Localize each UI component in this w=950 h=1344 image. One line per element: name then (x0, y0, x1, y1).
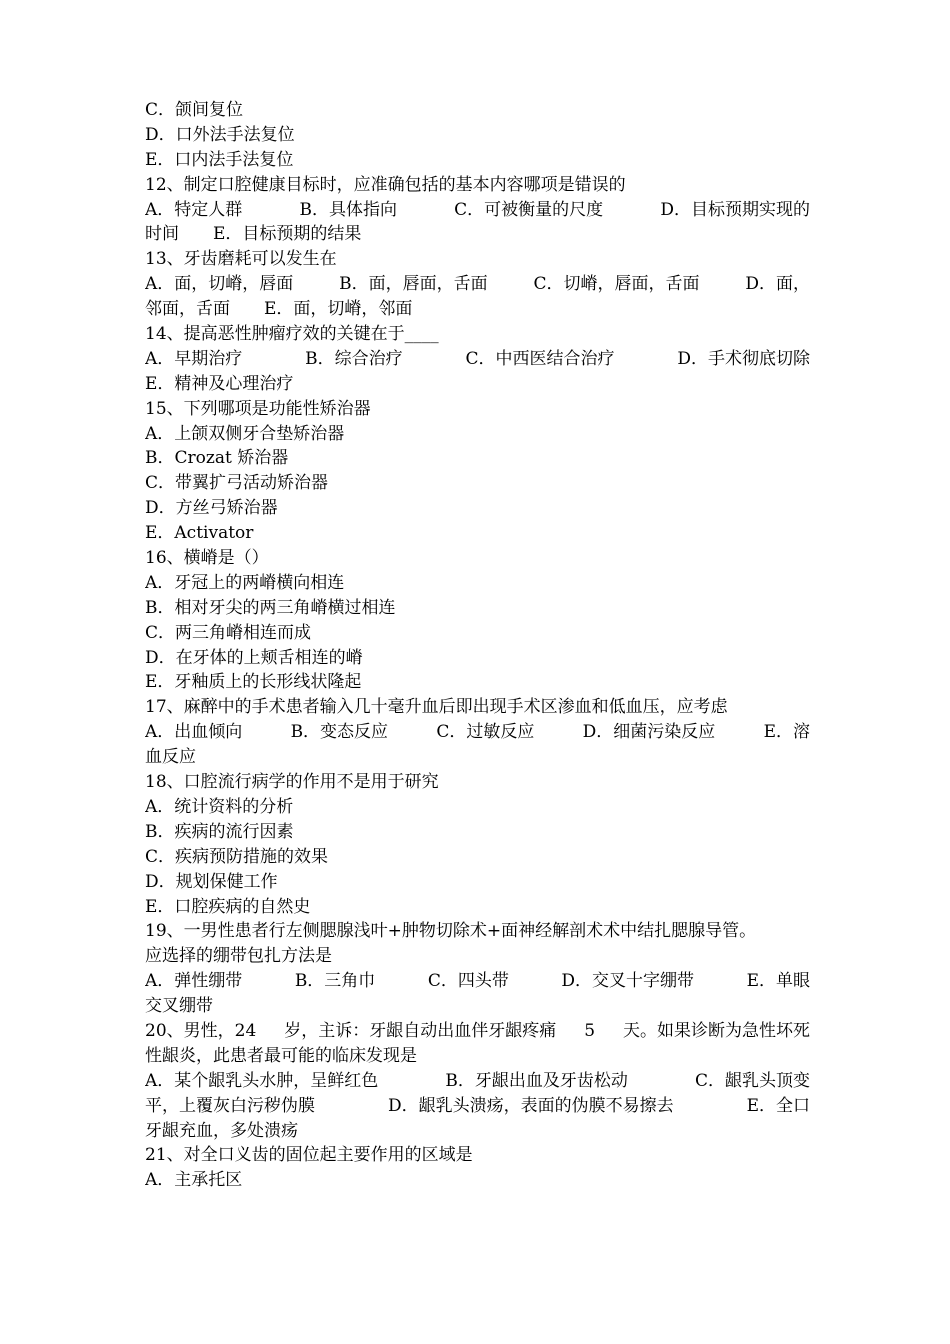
text-line (145, 969, 810, 994)
text-segment: 20、男性，24 (145, 1020, 257, 1041)
text-line (145, 1069, 810, 1094)
text-segment: 天。如果诊断为急性坏死 (623, 1020, 810, 1041)
text-segment: A．某个龈乳头水肿，呈鲜红色 (145, 1070, 379, 1091)
text-line: C．颌间复位 (145, 100, 244, 120)
text-segment: D．交叉十字绷带 (561, 971, 695, 992)
text-line: A．统计资料的分析 (145, 796, 294, 817)
text-segment: A．出血倾向 (145, 722, 243, 743)
text-line: 邻面，舌面 E．面，切嵴，邻面 (145, 299, 413, 320)
text-line: A．主承托区 (145, 1170, 243, 1191)
text-line: E．口内法手法复位 (145, 149, 294, 170)
text-segment: B．综合治疗 (305, 348, 403, 369)
text-line (145, 198, 810, 223)
text-line (145, 720, 810, 745)
text-segment: E．溶 (763, 722, 810, 743)
text-segment: C．切嵴，唇面，舌面 (533, 274, 700, 295)
text-line: 19、一男性患者行左侧腮腺浅叶+肿物切除术+面神经解剖术术中结扎腮腺导管。 (145, 921, 757, 942)
text-line: 时间 E．目标预期的结果 (145, 224, 362, 245)
text-segment: C．可被衡量的尺度 (454, 199, 604, 220)
text-line: D．方丝弓矫治器 (145, 498, 278, 519)
text-segment: B．变态反应 (290, 722, 389, 743)
text-line: E．精神及心理治疗 (145, 373, 294, 394)
text-line: 15、下列哪项是功能性矫治器 (145, 398, 371, 419)
text-line: 18、口腔流行病学的作用不是用于研究 (145, 772, 439, 793)
text-segment: C．过敏反应 (436, 722, 535, 743)
text-segment: A．面，切嵴，唇面 (145, 274, 294, 295)
text-line: 13、牙齿磨耗可以发生在 (145, 249, 337, 270)
text-line: C．疾病预防措施的效果 (145, 846, 329, 867)
text-segment: C．中西医结合治疗 (465, 348, 615, 369)
text-segment: D．手术彻底切除 (677, 348, 810, 369)
text-line: 14、提高恶性肿瘤疗效的关键在于____ (145, 324, 439, 345)
text-segment: 岁，主诉：牙龈自动出血伴牙龈疼痛 (284, 1020, 557, 1041)
text-segment: C．四头带 (427, 971, 509, 992)
text-line: 16、横嵴是（） (145, 548, 269, 569)
text-segment: B．具体指向 (299, 199, 397, 220)
text-segment: D．面， (745, 274, 810, 295)
text-line: E．Activator (145, 523, 254, 544)
text-line: 牙龈充血，多处溃疡 (145, 1120, 298, 1141)
text-line: D．口外法手法复位 (145, 124, 295, 145)
text-segment: E．单眼 (746, 971, 810, 992)
text-line (145, 347, 810, 372)
text-segment: 5 (584, 1020, 596, 1041)
text-segment: A．特定人群 (145, 199, 243, 220)
text-line: A．上颌双侧牙合垫矫治器 (145, 423, 345, 444)
document-page (145, 98, 810, 1193)
text-line: D．规划保健工作 (145, 871, 278, 892)
text-segment: B．面，唇面，舌面 (339, 274, 488, 295)
text-line: 交叉绷带 (145, 996, 213, 1017)
text-line (145, 1019, 810, 1044)
text-line: E．牙釉质上的长形线状隆起 (145, 672, 362, 693)
text-line: C．两三角嵴相连而成 (145, 622, 312, 643)
text-segment: A．早期治疗 (145, 348, 243, 369)
text-segment: D．目标预期实现的 (660, 199, 810, 220)
text-line: D．在牙体的上颊舌相连的嵴 (145, 647, 363, 668)
text-segment: D．细菌污染反应 (582, 722, 716, 743)
text-line: 17、麻醉中的手术患者输入几十毫升血后即出现手术区渗血和低血压，应考虑 (145, 697, 728, 718)
text-line: 应选择的绷带包扎方法是 (145, 946, 332, 967)
text-line: 12、制定口腔健康目标时，应准确包括的基本内容哪项是错误的 (145, 174, 626, 195)
text-segment: 平，上覆灰白污秽伪膜 (145, 1095, 315, 1116)
text-segment: B．三角巾 (294, 971, 376, 992)
text-line: 性龈炎，此患者最可能的临床发现是 (145, 1045, 417, 1066)
text-segment: A．弹性绷带 (145, 971, 243, 992)
text-line: B．相对牙尖的两三角嵴横过相连 (145, 597, 396, 618)
text-line (145, 272, 810, 297)
text-segment: C．龈乳头顶变 (694, 1070, 810, 1091)
text-line: B．疾病的流行因素 (145, 821, 294, 842)
text-line: 21、对全口义齿的固位起主要作用的区域是 (145, 1145, 473, 1166)
text-line: A．牙冠上的两嵴横向相连 (145, 572, 345, 593)
text-segment: E．全口 (746, 1095, 810, 1116)
text-line: B．Crozat 矫治器 (145, 448, 289, 469)
text-segment: B．牙龈出血及牙齿松动 (445, 1070, 628, 1091)
text-line: C．带翼扩弓活动矫治器 (145, 473, 329, 494)
text-line: E．口腔疾病的自然史 (145, 896, 311, 917)
text-segment: D．龈乳头溃疡，表面的伪膜不易擦去 (387, 1095, 674, 1116)
text-line (145, 1094, 810, 1119)
text-line: 血反应 (145, 747, 196, 768)
